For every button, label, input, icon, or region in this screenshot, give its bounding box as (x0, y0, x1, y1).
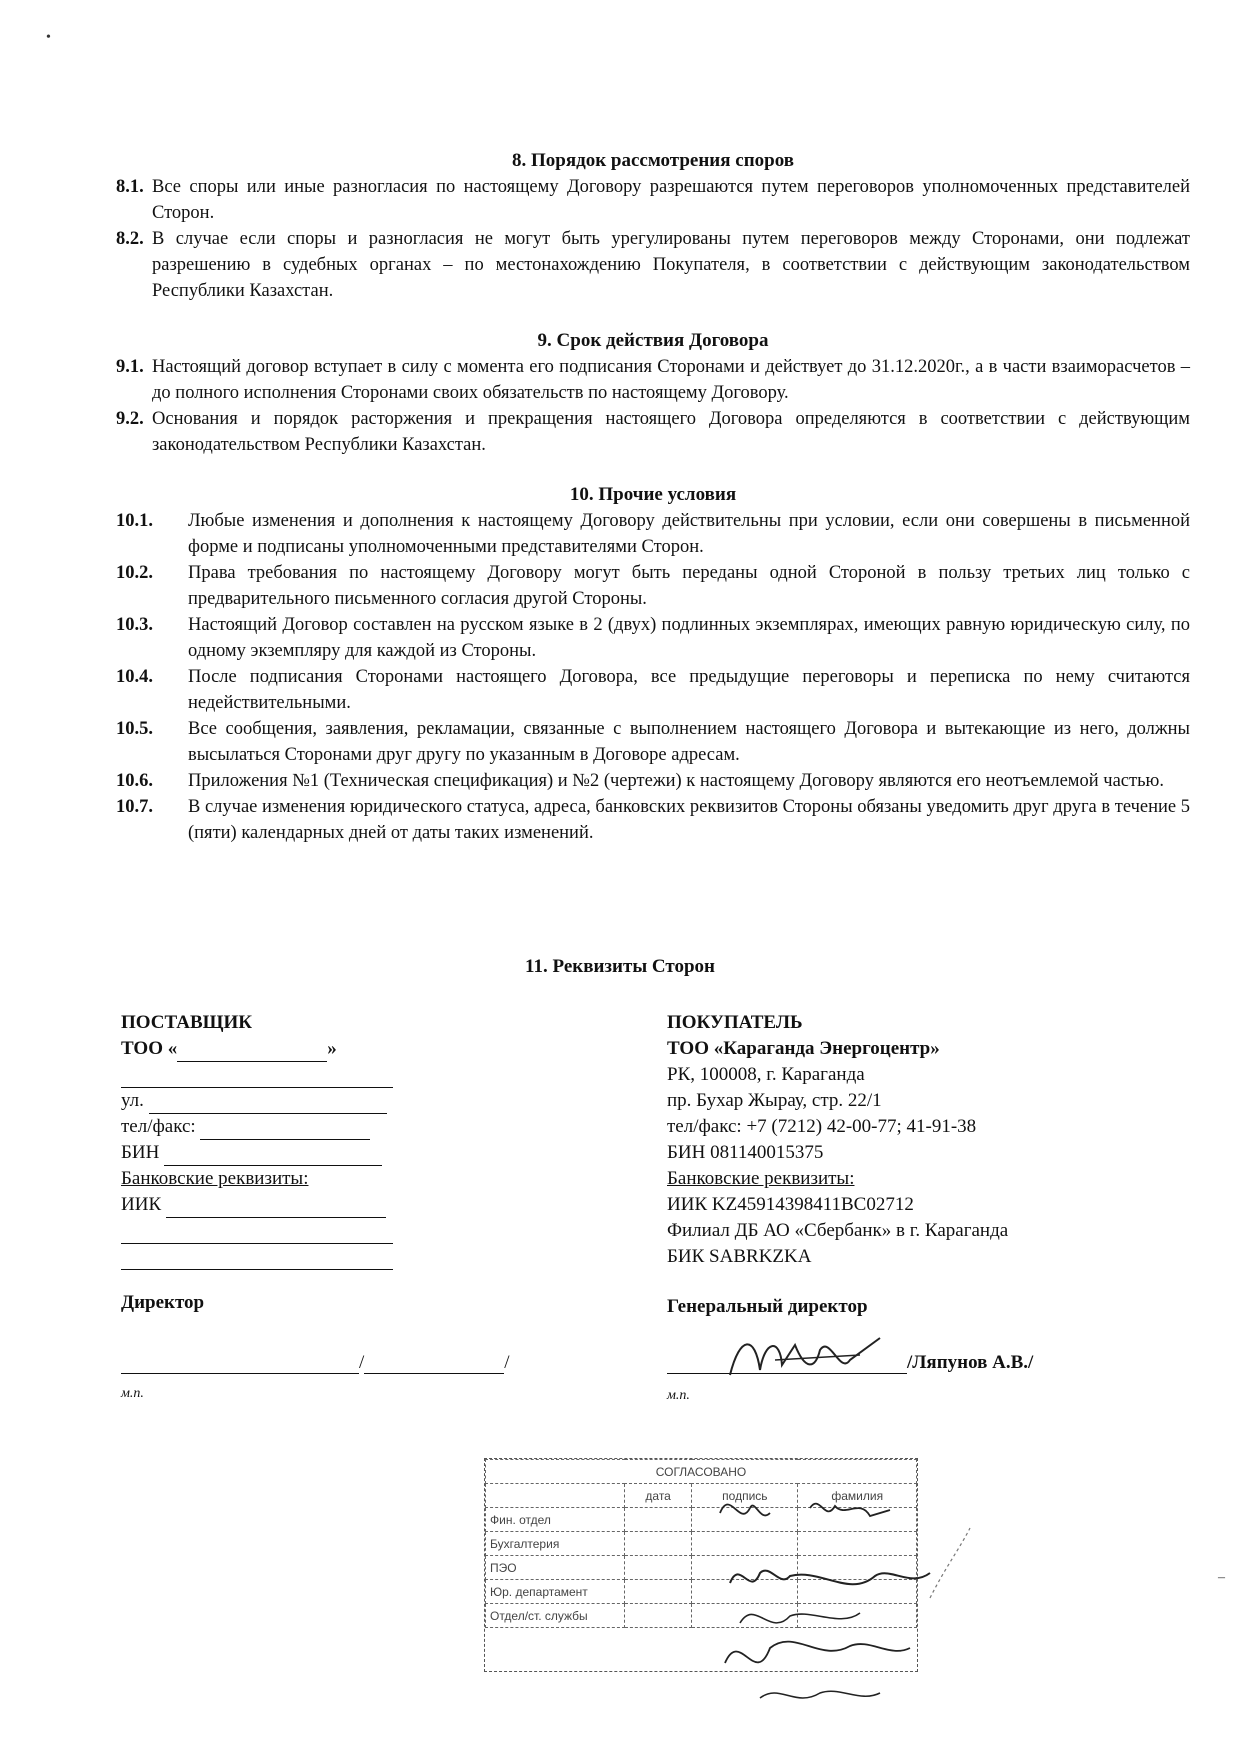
buyer-role: Генеральный директор (667, 1296, 868, 1317)
contract-body (116, 148, 1190, 870)
clause (116, 560, 1190, 612)
supplier-seal-mark: м.п. (121, 1386, 144, 1401)
buyer-bin: БИН 081140015375 (667, 1142, 824, 1163)
clause-text: В случае если споры и разногласия не могут быть урегулированы путем переговоров между Сторонами, они подлежат разрешению в судебных органах – по местонахождению Покупателя, в соответствии с действующим законодательством Республики Казахстан. (152, 229, 1190, 301)
scan-speck: • (46, 30, 51, 45)
clause-number: 10.6. (116, 771, 153, 791)
blank-line (149, 1095, 387, 1114)
clause (116, 768, 1190, 794)
supplier-company-blank (177, 1043, 327, 1062)
blank-line (121, 1355, 359, 1374)
clause-number: 10.4. (116, 667, 153, 687)
column-header: подпись (692, 1484, 798, 1508)
clause-text: Права требования по настоящему Договору могут быть переданы одной Стороной в пользу третьих лиц только с предварительного письменного согласия другой Стороны. (188, 563, 1190, 609)
row-label: Фин. отдел (486, 1508, 625, 1532)
slash: / (359, 1352, 365, 1373)
clause (116, 406, 1190, 458)
supplier-bin-label: БИН (121, 1142, 160, 1163)
blank-line (200, 1121, 370, 1140)
blank-line (121, 1244, 393, 1270)
supplier-street-label: ул. (121, 1090, 144, 1111)
clause (116, 716, 1190, 768)
clause-text: Настоящий Договор составлен на русском языке в 2 (двух) подлинных экземплярах, имеющих равную юридическую силу, по одному экземпляру для каждой из Стороны. (188, 615, 1190, 661)
section-10 (116, 482, 1190, 846)
supplier-company-suffix: » (327, 1038, 337, 1059)
row-label: Бухгалтерия (486, 1532, 625, 1556)
supplier-bank-label: Банковские реквизиты: (121, 1168, 309, 1189)
buyer-block (667, 1010, 1187, 1270)
section-title: 8. Порядок рассмотрения споров (511, 150, 795, 171)
clause-number: 10.5. (116, 719, 153, 739)
requisites-title: 11. Реквизиты Сторон (525, 956, 715, 977)
clause-number: 10.1. (116, 511, 153, 531)
row-label: ПЭО (486, 1556, 625, 1580)
stamp-title: СОГЛАСОВАНО (486, 1460, 917, 1484)
clause-number: 8.1. (116, 177, 144, 197)
supplier-company-prefix: ТОО « (121, 1038, 178, 1059)
supplier-bin (121, 1140, 411, 1166)
blank-line (164, 1147, 382, 1166)
clause (116, 174, 1190, 226)
slash: / (504, 1352, 510, 1373)
row-label: Отдел/ст. службы (486, 1604, 625, 1628)
supplier-company (121, 1036, 411, 1062)
blank-line (166, 1199, 386, 1218)
section-9 (116, 328, 1190, 458)
clause (116, 226, 1190, 304)
director-signature (720, 1330, 890, 1390)
buyer-company: ТОО «Караганда Энергоцентр» (667, 1038, 940, 1059)
clause-number: 10.7. (116, 797, 153, 817)
buyer-signer-name: /Ляпунов А.В./ (907, 1352, 1034, 1373)
clause (116, 612, 1190, 664)
clause-text: Основания и порядок расторжения и прекращения настоящего Договора определяются в соответствии с действующим законодательством Республики Казахстан. (152, 409, 1190, 455)
buyer-bik: БИК SABRKZKA (667, 1246, 812, 1267)
clause-number: 9.1. (116, 357, 144, 377)
supplier-iik (121, 1192, 411, 1218)
supplier-phone-label: тел/факс: (121, 1116, 196, 1137)
clause-text: Настоящий договор вступает в силу с момента его подписания Сторонами и действует до 31.12.2020г., а в части взаиморасчетов – до полного исполнения Сторонами своих обязательств по настоящему Договору. (152, 357, 1190, 403)
buyer-address-line2: пр. Бухар Жырау, стр. 22/1 (667, 1090, 882, 1111)
supplier-iik-label: ИИК (121, 1194, 162, 1215)
buyer-seal-mark: м.п. (667, 1388, 690, 1403)
clause-text: Приложения №1 (Техническая спецификация) и №2 (чертежи) к настоящему Договору являются его неотъемлемой частью. (188, 771, 1164, 791)
column-header: фамилия (798, 1484, 917, 1508)
clause-text: Все сообщения, заявления, рекламации, связанные с выполнением настоящего Договора и вытекающие из него, должны высылаться Сторонами друг другу по указанным в Договоре адресам. (188, 719, 1190, 765)
section-title: 10. Прочие условия (569, 484, 737, 505)
clause-number: 8.2. (116, 229, 144, 249)
buyer-iik: ИИК KZ45914398411BC02712 (667, 1194, 914, 1215)
clause (116, 794, 1190, 846)
section-title: 9. Срок действия Договора (537, 330, 769, 351)
buyer-address-line1: РК, 100008, г. Караганда (667, 1064, 865, 1085)
clause (116, 354, 1190, 406)
blank-line (121, 1218, 393, 1244)
supplier-phone (121, 1114, 411, 1140)
clause-text: В случае изменения юридического статуса, адреса, банковских реквизитов Стороны обязаны уведомить друг друга в течение 5 (пяти) календарных дней от даты таких изменений. (188, 797, 1190, 843)
row-label: Юр. департамент (486, 1580, 625, 1604)
buyer-bank-label: Банковские реквизиты: (667, 1168, 855, 1189)
clause-number: 10.3. (116, 615, 153, 635)
clause-text: Любые изменения и дополнения к настоящему Договору действительны при условии, если они совершены в письменной форме и подписаны уполномоченными представителями Сторон. (188, 511, 1190, 557)
clause-text: После подписания Сторонами настоящего Договора, все предыдущие переговоры и переписка по нему считаются недействительными. (188, 667, 1190, 713)
scan-speck: – (1218, 1570, 1225, 1585)
approval-signatures (700, 1488, 1000, 1718)
section-8 (116, 148, 1190, 304)
supplier-block (121, 1010, 411, 1270)
column-header (486, 1484, 625, 1508)
clause-text: Все споры или иные разногласия по настоящему Договору разрешаются путем переговоров уполномоченных представителей Сторон. (152, 177, 1190, 223)
clause (116, 508, 1190, 560)
blank-line (364, 1355, 504, 1374)
column-header: дата (625, 1484, 692, 1508)
buyer-phone: тел/факс: +7 (7212) 42-00-77; 41-91-38 (667, 1116, 977, 1137)
clause-number: 10.2. (116, 563, 153, 583)
buyer-heading: ПОКУПАТЕЛЬ (667, 1012, 803, 1033)
buyer-bank-branch: Филиал ДБ АО «Сбербанк» в г. Караганда (667, 1220, 1009, 1241)
clause-number: 9.2. (116, 409, 144, 429)
supplier-street (121, 1088, 411, 1114)
supplier-role: Директор (121, 1292, 205, 1313)
clause (116, 664, 1190, 716)
supplier-heading: ПОСТАВЩИК (121, 1012, 253, 1033)
blank-line (121, 1062, 393, 1088)
supplier-signature-line (121, 1352, 510, 1374)
